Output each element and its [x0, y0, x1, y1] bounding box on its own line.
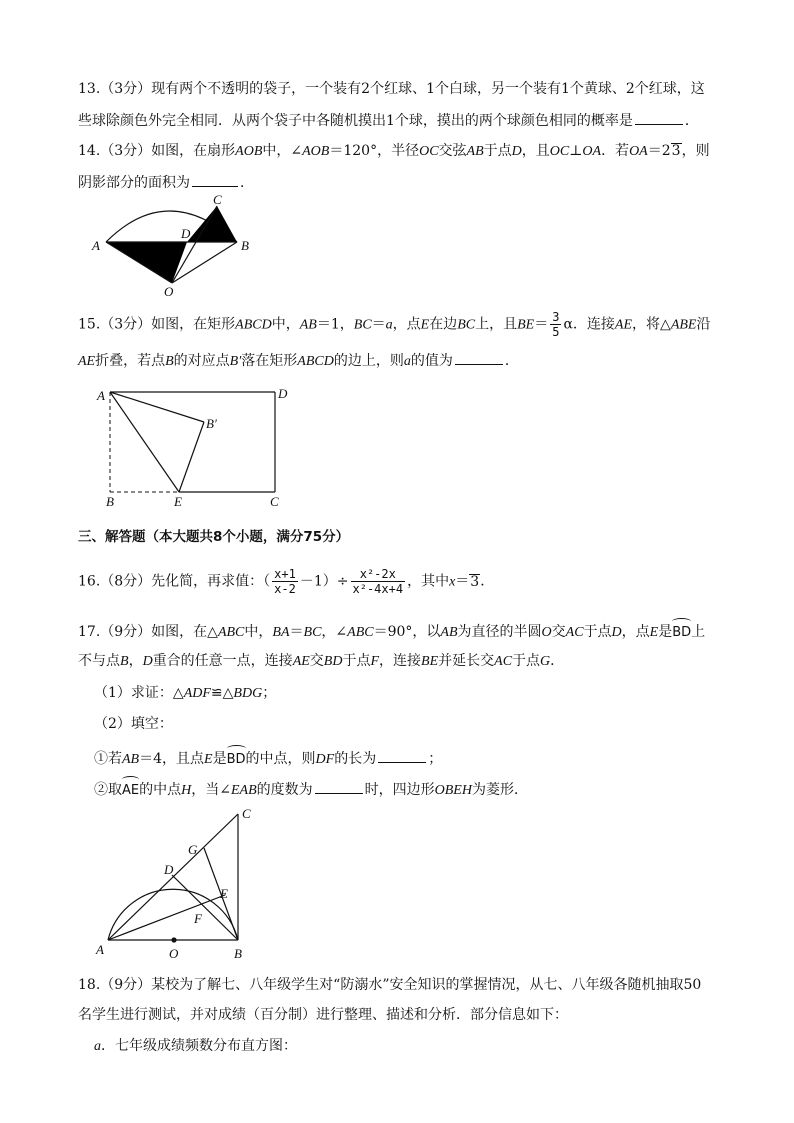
label-o: O	[164, 284, 174, 299]
q16-line: 16.（8分）先化简，再求值：（ $\frac{x+1}{x-2}$ －1）÷ $\frac{\text{x²-2x}}{\text{x²-4x+4}}$ ，其中x＝3．	[78, 567, 495, 596]
segment-ae	[108, 895, 225, 940]
label-b: B	[241, 238, 249, 253]
segment-b-prime-e	[179, 422, 204, 492]
answer-blank[interactable]	[315, 779, 363, 794]
arc-bd: BD	[672, 623, 691, 643]
label-a: A	[96, 942, 104, 957]
q14-line-2: 阴影部分的面积为 ．	[78, 172, 254, 193]
label-e: E	[174, 494, 182, 509]
center-o-dot	[171, 937, 176, 942]
fraction-three-fifths: $\frac{3}{5}$	[552, 310, 560, 339]
q17-line-1: 17.（9分）如图，在△ABC中，BA＝BC，∠ABC＝90°，以AB为直径的半圆O交AC于点D，点E是BD上	[78, 622, 705, 643]
q17-figure	[94, 806, 264, 961]
q17-line-2: 不与点B，D重合的任意一点，连接AE交BD于点F，连接BE并延长交AC于点G．	[78, 653, 565, 669]
answer-blank[interactable]	[635, 110, 683, 125]
q17-sub-2: （2）填空：	[94, 716, 173, 732]
label-g: G	[188, 842, 198, 857]
label-a: A	[97, 388, 105, 403]
answer-blank[interactable]	[378, 748, 426, 763]
label-b: B	[106, 494, 114, 509]
arc-ae: AE	[122, 781, 139, 801]
q18-item-a: a．七年级成绩频数分布直方图：	[94, 1038, 297, 1054]
label-c: C	[242, 806, 251, 821]
q18-line-1: 18.（9分）某校为了解七、八年级学生对“防溺水”安全知识的掌握情况，从七、八年级各随机抽取50	[78, 977, 702, 993]
shaded-region-left	[106, 242, 187, 283]
label-e: E	[220, 886, 228, 901]
segment-ab-prime	[110, 392, 204, 422]
q15-line-1: 15.（3分）如图，在矩形ABCD中，AB＝1，BC＝a，点E在边BC上，且BE＝ $\frac{3}{5}$ α．连接AE，将△ABE沿	[78, 310, 711, 339]
q14-line-1: 14.（3分）如图，在扇形AOB中，∠AOB＝120°，半径OC交弦AB于点D，且OC⊥OA．若OA＝23，则	[78, 143, 710, 159]
fraction-1: $\frac{x+1}{x-2}$	[274, 567, 296, 596]
q14-figure	[90, 192, 260, 299]
fraction-2: $\frac{\text{x²-2x}}{\text{x²-4x+4}}$	[352, 567, 404, 596]
label-a: A	[92, 238, 100, 253]
segment-bd	[172, 875, 238, 940]
q15-line-2: AE折叠，若点B的对应点B′落在矩形ABCD的边上，则a的值为 ．	[78, 350, 519, 372]
q17-sub-2-item-2: ②取AE的中点H，当∠EAB的度数为 时，四边形OBEH为菱形．	[94, 779, 528, 801]
shaded-region-right	[187, 206, 237, 242]
arc-bd: BD	[227, 750, 246, 770]
label-c: C	[213, 192, 222, 207]
label-d: D	[181, 226, 191, 241]
sqrt-sign: 3	[671, 143, 681, 159]
label-f: F	[194, 911, 202, 926]
label-d: D	[164, 862, 174, 877]
q17-sub-1: （1）求证：△ADF≌△BDG；	[94, 685, 277, 701]
section-heading: 三、解答题（本大题共8个小题，满分75分）	[78, 529, 350, 545]
sqrt-sign: 3	[470, 573, 480, 590]
label-o: O	[169, 946, 179, 961]
label-b: B	[234, 946, 242, 961]
q15-figure	[94, 384, 294, 509]
label-b-prime: B′	[206, 416, 217, 431]
label-c: C	[270, 494, 279, 509]
answer-blank[interactable]	[455, 350, 503, 365]
answer-blank[interactable]	[192, 172, 238, 187]
label-d: D	[278, 386, 288, 401]
q13-line-2: 些球除颜色外完全相同．从两个袋子中各随机摸出1个球，摸出的两个球颜色相同的概率是 ．	[78, 110, 699, 131]
q17-sub-2-item-1: ①若AB＝4，且点E是BD的中点，则DF的长为 ；	[94, 748, 442, 770]
q13-line-1: 13.（3分）现有两个不透明的袋子，一个装有2个红球、1个白球，另一个装有1个黄球、2个红球，这	[78, 81, 705, 97]
segment-ae	[110, 392, 179, 492]
q18-line-2: 名学生进行测试，并对成绩（百分制）进行整理、描述和分析．部分信息如下：	[78, 1007, 568, 1023]
